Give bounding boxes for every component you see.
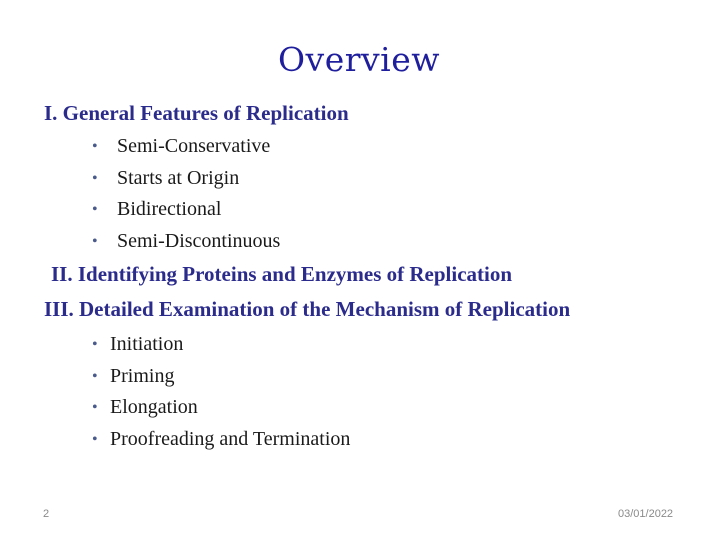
- list-item-text: Proofreading and Termination: [110, 427, 351, 450]
- slide-title: Overview: [278, 40, 440, 79]
- bullet-icon: •: [92, 138, 98, 155]
- slide-date: 03/01/2022: [618, 508, 674, 520]
- bullet-icon: •: [92, 399, 98, 416]
- list-item-text: Priming: [110, 364, 175, 387]
- section-heading-3: III. Detailed Examination of the Mechanism of Replication: [44, 297, 571, 321]
- bullet-icon: •: [92, 367, 98, 385]
- slide-number: 2: [43, 508, 50, 520]
- list-item-text: Initiation: [110, 333, 184, 355]
- bullet-icon: •: [92, 336, 98, 353]
- bullet-icon: •: [92, 232, 98, 250]
- list-item-text: Starts at Origin: [117, 166, 240, 189]
- bullet-icon: •: [92, 430, 98, 448]
- list-item-text: Bidirectional: [117, 198, 222, 220]
- section-heading-1: I. General Features of Replication: [44, 101, 349, 125]
- bullet-icon: •: [92, 201, 98, 218]
- list-item-text: Elongation: [110, 396, 198, 418]
- list-item-text: Semi-Discontinuous: [117, 229, 281, 252]
- bullet-icon: •: [92, 169, 98, 187]
- list-item-text: Semi-Conservative: [117, 135, 271, 157]
- section-heading-2: II. Identifying Proteins and Enzymes of Replication: [51, 262, 513, 286]
